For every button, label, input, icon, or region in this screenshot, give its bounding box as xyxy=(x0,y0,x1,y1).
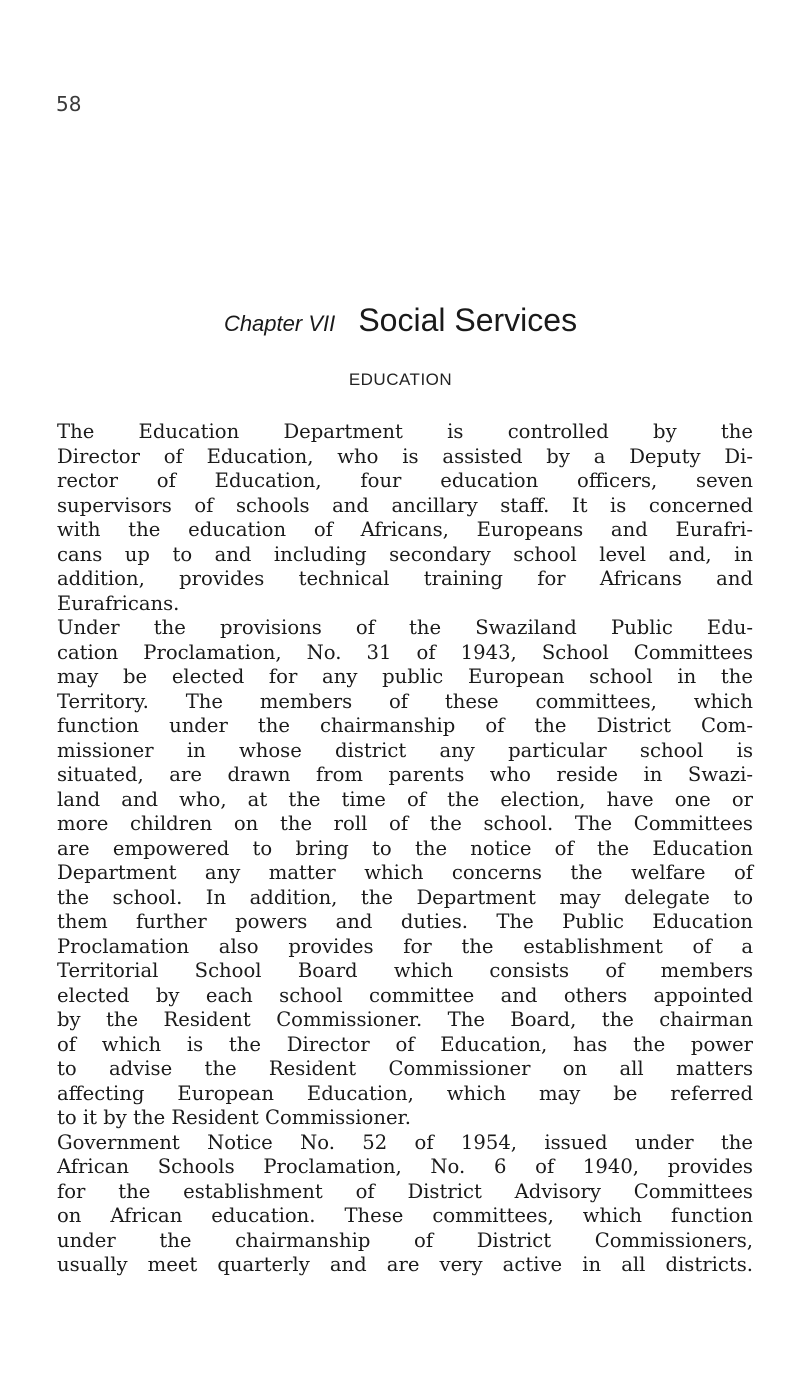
text-line: missioner in whose district any particular school is xyxy=(57,738,753,762)
text-line: Government Notice No. 52 of 1954, issued under the xyxy=(57,1130,753,1154)
text-line: addition, provides technical training for Africans and xyxy=(57,567,753,590)
text-line: more children on the roll of the school. The Committees xyxy=(57,812,753,835)
section-heading: EDUCATION xyxy=(348,370,453,389)
text-line: with the education of Africans, Europeans and Eurafri- xyxy=(57,518,753,541)
chapter-heading xyxy=(0,302,801,339)
text-line: usually meet quarterly and are very active in all districts. xyxy=(57,1253,753,1276)
text-line: by the Resident Commissioner. The Board, the chairman xyxy=(57,1008,753,1031)
text-line: African Schools Proclamation, No. 6 of 1940, provides xyxy=(57,1155,753,1178)
text-line: under the chairmanship of District Commissioners, xyxy=(57,1228,753,1252)
text-line: Director of Education, who is assisted by a Deputy Di- xyxy=(57,444,753,468)
text-line: the school. In addition, the Department may delegate to xyxy=(57,885,753,909)
text-line: land and who, at the time of the election, have one or xyxy=(57,787,753,811)
page-number: 58 xyxy=(56,92,82,116)
body-text xyxy=(57,420,753,1278)
text-line: to it by the Resident Commissioner. xyxy=(57,1106,411,1129)
text-line: for the establishment of District Advisory Committees xyxy=(57,1179,753,1203)
text-line: supervisors of schools and ancillary staff. It is concerned xyxy=(57,493,753,517)
text-line: cans up to and including secondary school level and, in xyxy=(57,542,753,566)
text-line: on African education. These committees, which function xyxy=(57,1204,753,1227)
chapter-label: Chapter VII xyxy=(223,311,336,336)
text-line: Under the provisions of the Swaziland Public Edu- xyxy=(57,616,753,639)
text-line: Eurafricans. xyxy=(57,591,180,615)
text-line: may be elected for any public European school in the xyxy=(57,665,753,688)
text-line: to advise the Resident Commissioner on all matters xyxy=(57,1057,753,1080)
text-line: them further powers and duties. The Public Education xyxy=(57,910,753,933)
text-line: affecting European Education, which may be referred xyxy=(57,1081,753,1105)
text-line: of which is the Director of Education, has the power xyxy=(57,1032,753,1056)
text-line: Proclamation also provides for the establishment of a xyxy=(57,934,753,958)
text-line: Territory. The members of these committees, which xyxy=(57,689,753,713)
chapter-title: Social Services xyxy=(358,302,578,338)
text-line: Department any matter which concerns the welfare of xyxy=(57,861,753,884)
text-line: The Education Department is controlled by the xyxy=(57,420,753,443)
text-line: cation Proclamation, No. 31 of 1943, School Committees xyxy=(57,640,753,664)
text-line: elected by each school committee and others appointed xyxy=(57,983,753,1007)
text-line: Territorial School Board which consists of members xyxy=(57,959,753,982)
text-line: function under the chairmanship of the District Com- xyxy=(57,714,753,737)
text-line: rector of Education, four education officers, seven xyxy=(57,469,753,492)
text-line: are empowered to bring to the notice of the Education xyxy=(57,836,753,860)
text-line: situated, are drawn from parents who reside in Swazi- xyxy=(57,763,753,786)
